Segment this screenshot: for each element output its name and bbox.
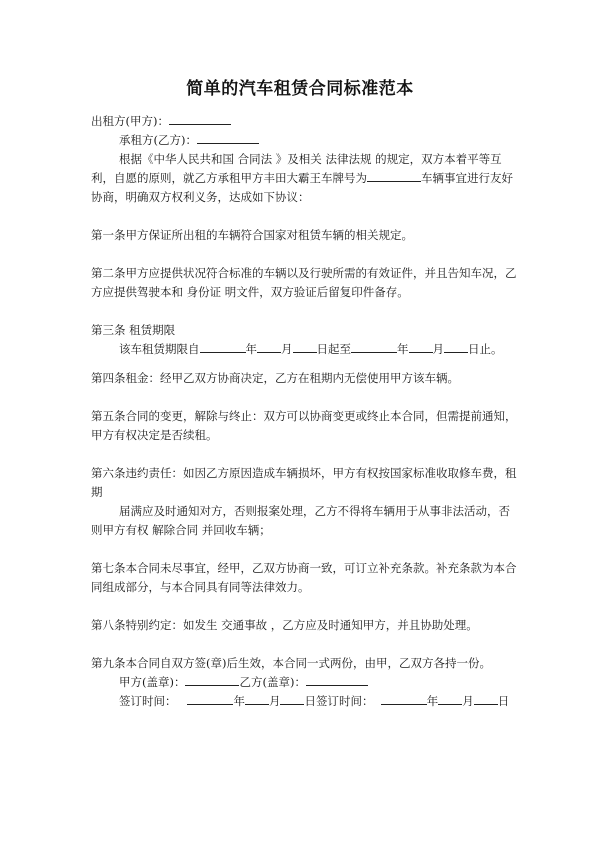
lessor-line [91,112,521,131]
clause-1: 第一条甲方保证所出租的车辆符合国家对租赁车辆的相关规定。 [91,228,413,242]
period-dayfrom-label: 日起至 [316,342,351,356]
sign-year-b-blank[interactable] [381,692,427,705]
end-day-blank[interactable] [444,340,468,353]
intro-text-2: 车辆事宜进行友好协商，明确双方权利义务，达成如下协议： [91,171,513,204]
clause-3-heading: 第三条 租赁期限 [91,323,176,337]
clause-6-part-1: 第六条违约责任：如因乙方原因造成车辆损坏，甲方有权按国家标准收取修车费，租期 [91,466,517,499]
period-dayend-label: 日止。 [468,342,503,356]
start-year-blank[interactable] [200,340,246,353]
period-month-label-2: 月 [432,342,444,356]
end-year-blank[interactable] [351,340,397,353]
intro-paragraph [91,150,521,207]
party-a-seal-label: 甲方(盖章)： [119,675,186,689]
signature-line [91,673,521,692]
party-a-seal-blank[interactable] [185,673,239,686]
period-year-label-2: 年 [397,342,409,356]
lessee-line [91,131,521,150]
document-title: 简单的汽车租赁合同标准范本 [186,79,414,99]
start-month-blank[interactable] [257,340,281,353]
clause-9: 第九条本合同自双方签(章)后生效，本合同一式两份，由甲，乙双方各持一份。 [91,656,491,670]
clause-7: 第七条本合同未尽事宜，经甲，乙双方协商一致，可订立补充条款。补充条款为本合同组成部分，与本合同具有同等法律效力。 [91,561,517,594]
sign-month-a-blank[interactable] [245,692,269,705]
lessee-label: 承租方(乙方)： [119,133,197,147]
lessee-blank[interactable] [197,131,259,144]
signing-time-line [91,692,521,711]
clause-8: 第八条特别约定：如发生 交通事故 ，乙方应及时通知甲方，并且协助处理。 [91,618,478,632]
contract-body [91,112,521,711]
clause-5: 第五条合同的变更，解除与终止：双方可以协商变更或终止本合同，但需提前通知，甲方有权决定是否续租。 [91,409,517,442]
intro-text-1: 根据《中华人民共和国 合同法 》及相关 法律法规 的规定，双方本着平等互利，自愿的原则，就乙方承租甲方丰田大霸王车牌号为 [91,152,502,185]
end-month-blank[interactable] [409,340,433,353]
sign-month-label-a: 月 [268,694,281,708]
sign-time-label-a: 签订时间： [119,694,177,708]
sign-month-b-blank[interactable] [438,692,462,705]
period-month-label: 月 [281,342,293,356]
period-year-label: 年 [245,342,257,356]
lessor-blank[interactable] [169,112,231,125]
clause-2: 第二条甲方应提供状况符合标准的车辆以及行驶所需的有效证件，并且告知车况，乙方应提供驾驶本和 身份证 明文件，双方验证后留复印件备存。 [91,266,517,299]
sign-day-a-blank[interactable] [280,692,304,705]
start-day-blank[interactable] [293,340,317,353]
sign-day-label-a: 日签订时间： [304,694,374,708]
party-b-seal-blank[interactable] [306,673,368,686]
sign-day-b-blank[interactable] [474,692,498,705]
clause-3-period [91,340,521,359]
lessor-label: 出租方(甲方)： [91,114,169,128]
sign-day-label-b: 日 [497,694,510,708]
clause-6-part-2: 届满应及时通知对方，否则报案处理，乙方不得将车辆用于从事非法活动，否则甲方有权 解除合同 并回收车辆； [91,504,510,537]
period-prefix: 该车租赁期限自 [119,342,200,356]
plate-number-blank[interactable] [367,169,421,182]
sign-year-label-a: 年 [233,694,245,708]
sign-month-label-b: 月 [462,694,474,708]
sign-year-a-blank[interactable] [187,692,233,705]
sign-year-label-b: 年 [426,694,439,708]
party-b-seal-label: 乙方(盖章)： [239,675,306,689]
clause-4: 第四条租金：经甲乙双方协商决定，乙方在租期内无偿使用甲方该车辆。 [91,371,459,385]
